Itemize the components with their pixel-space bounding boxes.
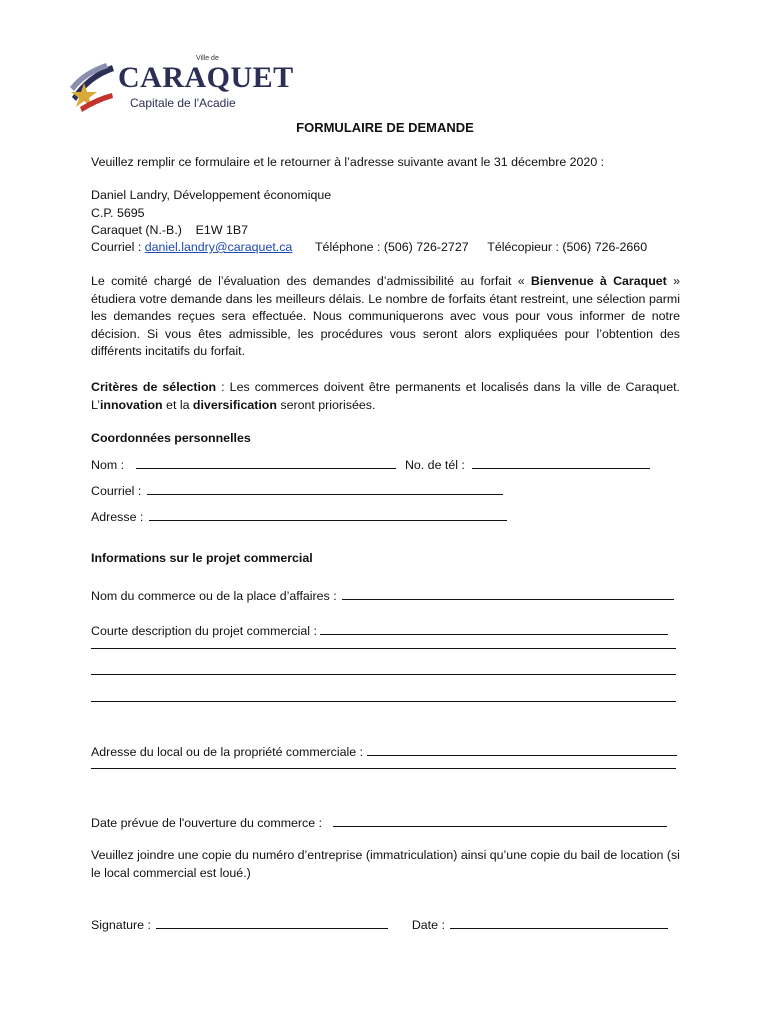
description-line-3[interactable] <box>91 674 676 675</box>
caraquet-logo <box>66 55 294 117</box>
opening-date-row <box>91 814 667 830</box>
attachment-note: Veuillez joindre une copie du numéro d’entreprise (immatriculation) ainsi qu’une copie du bail de location (si le local commercial est loué.) <box>91 848 680 880</box>
personal-heading: Coordonnées personnelles <box>91 431 251 445</box>
phone-text: Téléphone : (506) 726-2727 <box>314 240 469 254</box>
signature-field[interactable] <box>156 916 388 929</box>
address-line-3: Caraquet (N.-B.) E1W 1B7 <box>91 223 249 237</box>
signature-row <box>91 916 668 932</box>
email-label: Courriel : <box>91 240 145 254</box>
logo-ville-text: Ville de <box>196 55 219 62</box>
project-heading: Informations sur le projet commercial <box>91 551 313 565</box>
address-line-2: C.P. 5695 <box>91 206 145 220</box>
adresse-row <box>91 508 507 524</box>
criteria-paragraph <box>91 379 680 414</box>
business-name-label: Nom du commerce ou de la place d’affaires : <box>91 589 337 603</box>
logo-name: CARAQUET <box>118 61 294 94</box>
contact-line <box>91 240 647 254</box>
adresse-field[interactable] <box>149 508 507 521</box>
description-row <box>91 622 668 638</box>
description-field[interactable] <box>320 622 668 635</box>
description-label: Courte description du projet commercial : <box>91 624 317 638</box>
paragraph-bold-forfait: Bienvenue à Caraquet <box>530 274 667 288</box>
date-field[interactable] <box>450 916 668 929</box>
description-line-2[interactable] <box>91 648 676 649</box>
local-address-label: Adresse du local ou de la propriété commerciale : <box>91 745 364 759</box>
opening-date-field[interactable] <box>333 814 667 827</box>
criteria-diversification: diversification <box>192 397 277 412</box>
description-line-4[interactable] <box>91 701 676 702</box>
criteria-label: Critères de sélection <box>91 380 217 394</box>
intro-text: Veuillez remplir ce formulaire et le retourner à l’adresse suivante avant le 31 décembre 2020 : <box>91 155 605 169</box>
email-link[interactable]: daniel.landry@caraquet.ca <box>144 240 293 254</box>
courriel-field[interactable] <box>147 482 503 495</box>
criteria-text-1: : Les commerces doivent être permanents et localisés dans la ville de Caraquet. L’ <box>91 380 680 412</box>
star-flag-icon <box>66 57 118 113</box>
business-name-field[interactable] <box>342 587 674 600</box>
tel-field[interactable] <box>472 456 650 469</box>
nom-row <box>91 456 650 472</box>
nom-label: Nom : <box>91 458 125 472</box>
opening-date-label: Date prévue de l'ouverture du commerce : <box>91 816 323 830</box>
address-line-1: Daniel Landry, Développement économique <box>91 188 332 202</box>
fax-text: Télécopieur : (506) 726-2660 <box>487 240 648 254</box>
nom-field[interactable] <box>136 456 396 469</box>
criteria-innovation: innovation <box>99 397 163 412</box>
courriel-row <box>91 482 503 498</box>
paragraph-part-1: Le comité chargé de l’évaluation des demandes d’admissibilité au forfait « <box>91 274 531 288</box>
signature-label: Signature : <box>91 918 151 932</box>
local-address-field[interactable] <box>367 743 677 756</box>
courriel-label: Courriel : <box>91 484 142 498</box>
criteria-text-3: seront priorisées. <box>276 397 376 412</box>
criteria-text-2: et la <box>162 397 193 412</box>
date-label: Date : <box>411 918 445 932</box>
local-address-line-2[interactable] <box>91 768 676 769</box>
business-name-row <box>91 587 674 603</box>
local-address-row <box>91 743 677 759</box>
intro-paragraph <box>91 273 680 361</box>
paragraph-part-2: » étudiera votre demande dans les meilleurs délais. Le nombre de forfaits étant restreint, une sélection parmi les demandes reçues sera effectuée. Nous communiquerons avec vous pour vous informer de notre décision. Si vous êtes admissible, les procédures vous seront alors expliquées pour l’obtention des différents incitatifs du forfait. <box>91 274 680 358</box>
form-title: FORMULAIRE DE DEMANDE <box>296 120 474 135</box>
adresse-label: Adresse : <box>91 510 144 524</box>
tel-label: No. de tél : <box>404 458 465 472</box>
logo-tagline: Capitale de l'Acadie <box>130 96 236 110</box>
